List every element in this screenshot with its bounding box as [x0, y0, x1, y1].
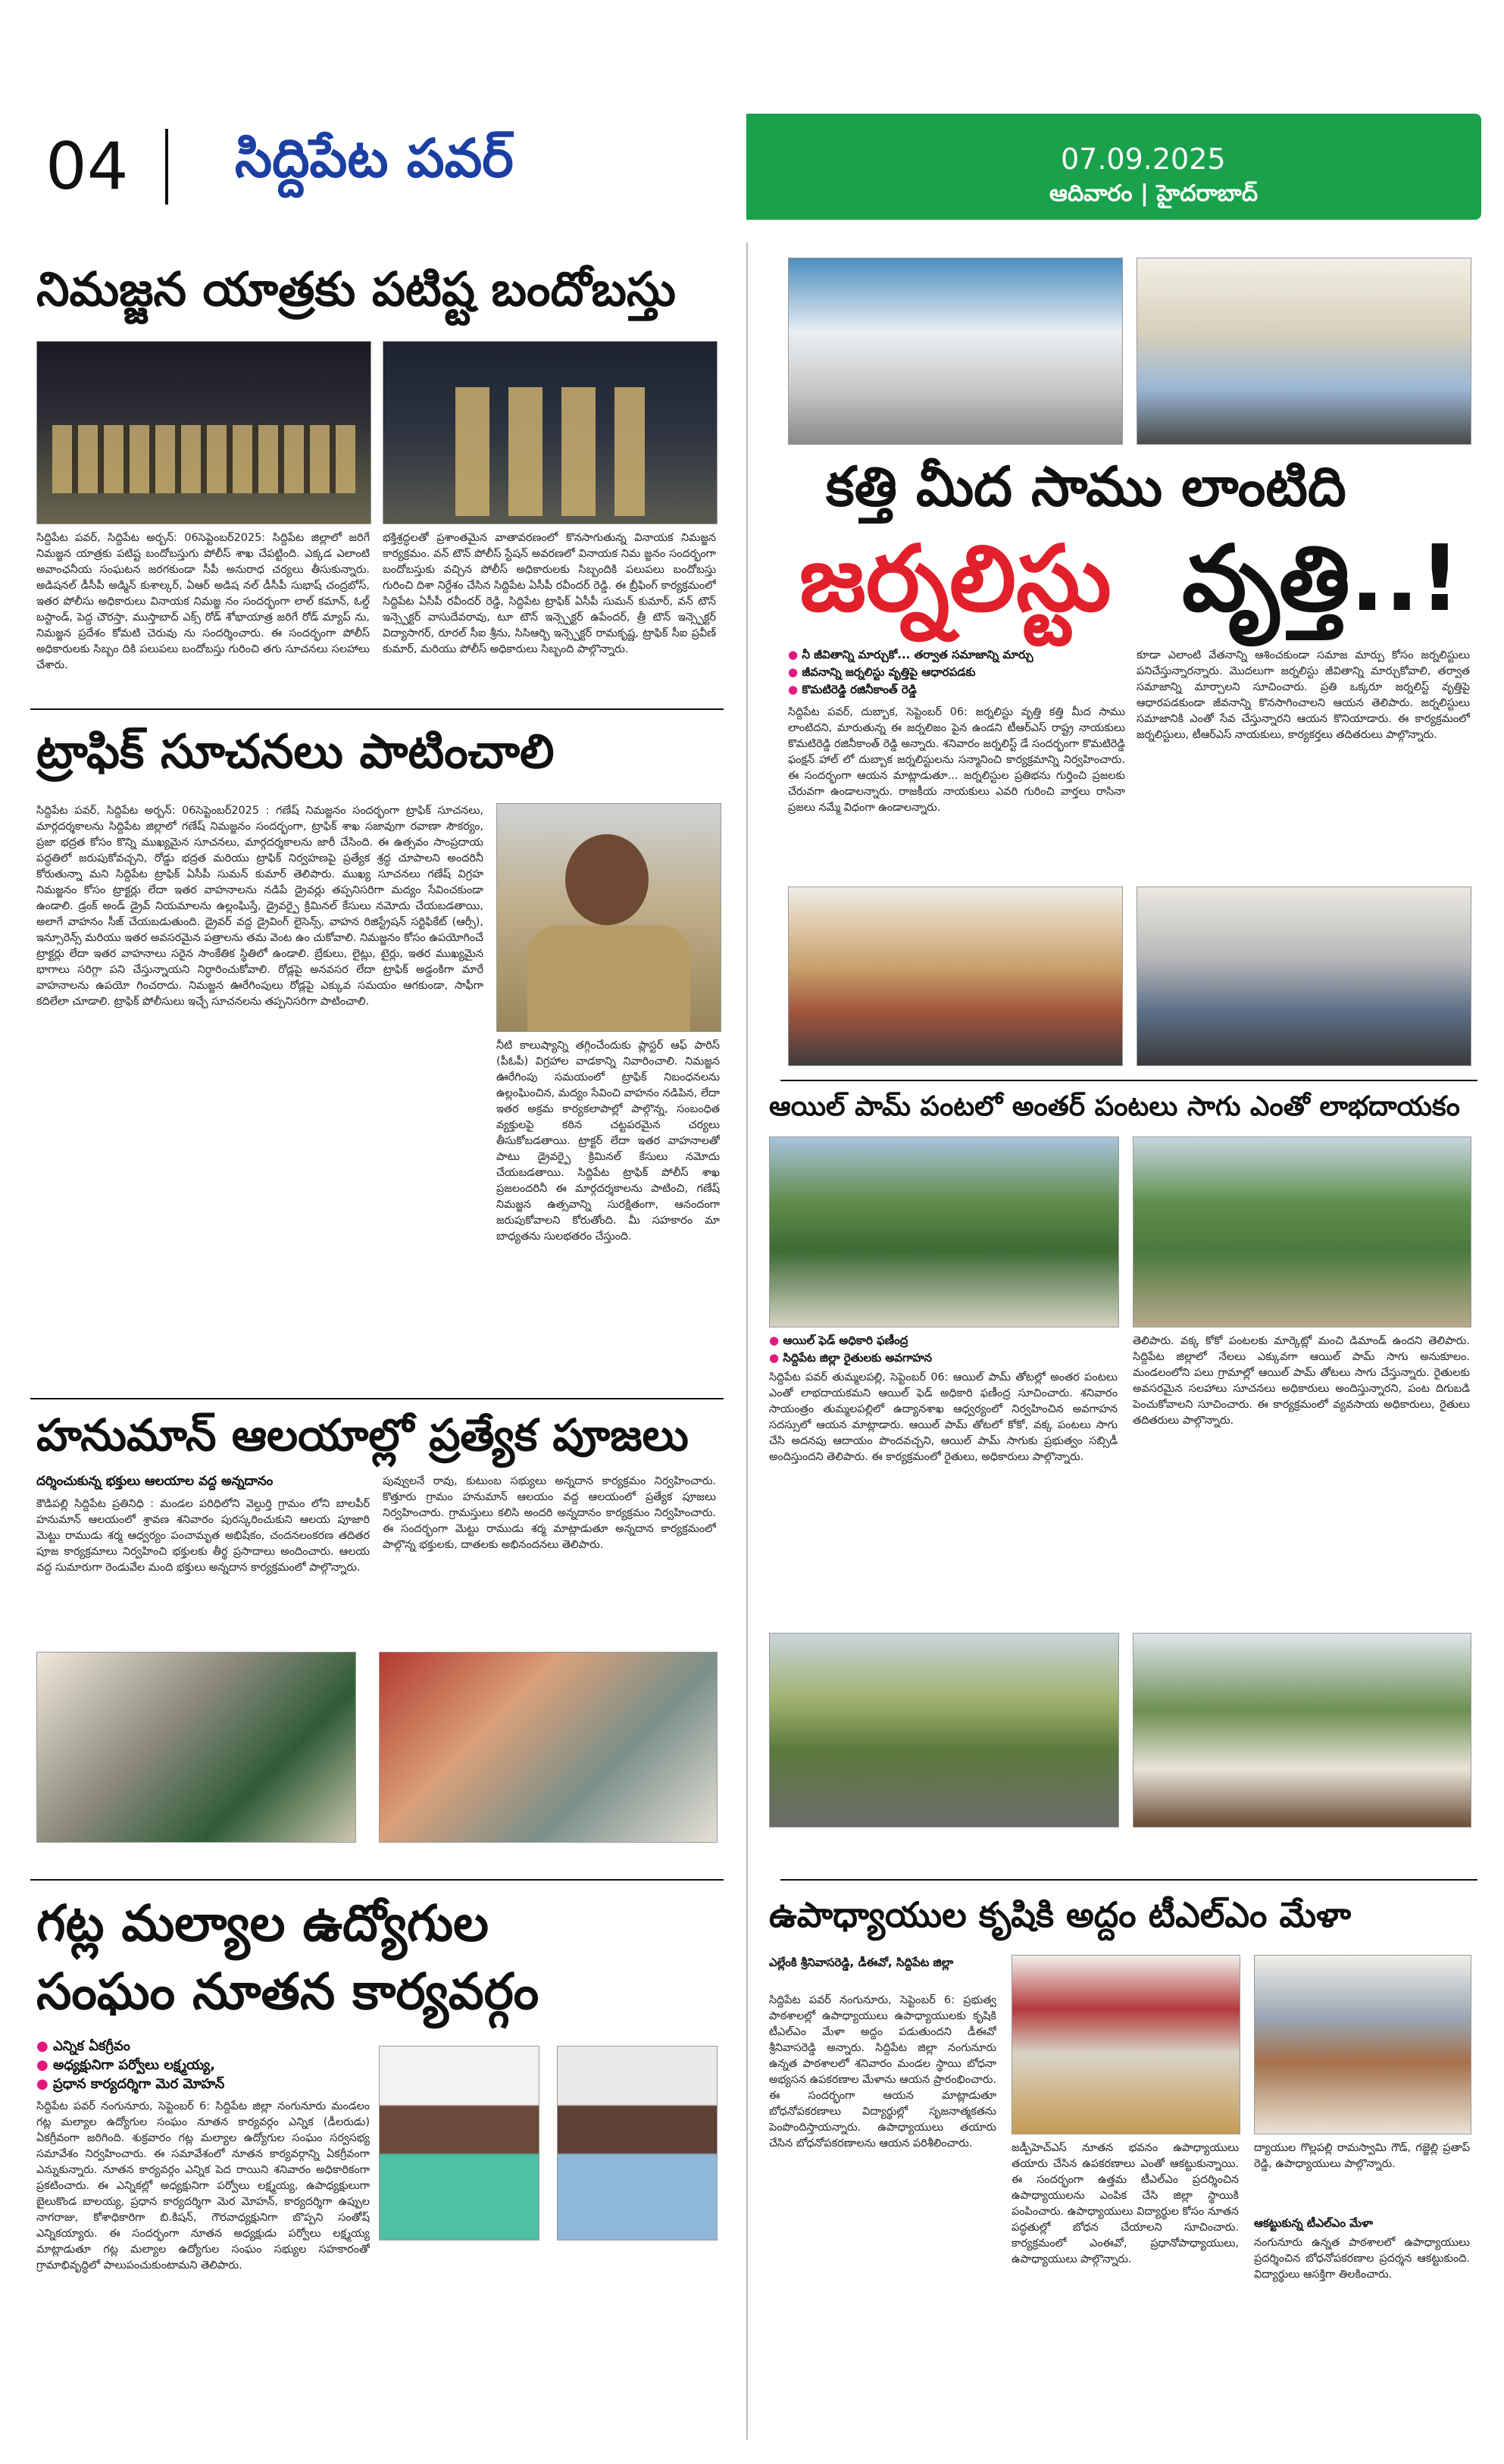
article3-photo-annadanam: [36, 1652, 356, 1843]
article6-photo-farmers: [769, 1137, 1119, 1327]
article3-kicker: దర్శించుకున్న భక్తులు ఆలయాల వద్ద అన్నదానం: [36, 1474, 274, 1489]
article4-bullet: ● అధ్యక్షునిగా పర్వోలు లక్ష్మయ్య,: [36, 2057, 215, 2076]
issue-day-city: ఆదివారం | హైదరాబాద్: [1049, 180, 1259, 207]
article4-headline-line1: గట్ల మల్యాల ఉద్యోగుల: [36, 1894, 489, 1953]
article3-body-left: కౌడిపల్లి సిద్దిపేట ప్రతినిధి : మండల పరిధిలోని వెల్దుర్తి గ్రామం లోని బాలపీర్ హనుమాన్ ఆలయంలో శ్రావణ శనివారం పురస్కరించుకుని ఆలయ పూజారి మెట్టు రాముడు శర్మ ఆధ్వర్యం పంచామృత అభిషేకం, చందనలంకరణ తదితర పూజ కార్యక్రమాలు నిర్వహించి భక్తులకు తీర్థ ప్రసాదాలు అందించారు. ఆలయ వద్ద సుమారుగా రెండువేల మంది భక్తులు అన్నదాన కార్యక్రమంలో పాల్గొన్నారు.: [36, 1498, 370, 1574]
article5-headline-red: జర్నలిస్టు: [799, 527, 1112, 632]
article1-photo-officers-street: [383, 341, 718, 524]
article1-photo-police-briefing: [36, 341, 371, 524]
article7-headline: ఉపాధ్యాయుల కృషికి అద్దం టీఎల్ఎం మేళా: [769, 1894, 1352, 1935]
article1-headline: నిమజ్జన యాత్రకు పటిష్ట బందోబస్తు: [36, 261, 676, 317]
article3-photo-devotees: [379, 1652, 718, 1843]
article5-photo-felicitation: [1137, 258, 1471, 445]
article3-headline: హనుమాన్ ఆలయాల్లో ప్రత్యేక పూజలు: [36, 1409, 689, 1461]
article4-headline-line2: సంఘం నూతన కార్యవర్గం: [36, 1962, 539, 2021]
column-divider: [746, 242, 748, 2440]
article4-bullet: ● ప్రధాన కార్యదర్శిగా మెర మోహన్: [36, 2076, 224, 2095]
article2-body-right: నీటి కాలుష్యాన్ని తగ్గించేందుకు ప్లాస్టర్ ఆఫ్ పారిస్ (పీఓపీ) విగ్రహాల వాడకాన్ని నివారించాలి. నిమజ్జన ఊరేగింపు సమయంలో ట్రాఫిక్ నిబంధనలను ఉల్లంఘించిన, మద్యం సేవించి వాహనం నడిపిన, లేదా ఇతర అక్రమ కార్యకలాపాల్లో పాల్గొన్న, సంబంధిత వ్యక్తులపై కఠిన చట్టపరమైన చర్యలు తీసుకోబడతాయి. ట్రాక్టర్ లేదా ఇతర వాహనాలతో పాటు డ్రైవర్పై క్రిమినల్ కేసులు నమోదు చేయబడతాయి. సిద్దిపేట ట్రాఫిక్ పోలీస్ శాఖ ప్రజలందరినీ ఈ మార్గదర్శకాలను పాటించి, గణేష్ నిమజ్జన ఉత్సవాన్ని సురక్షితంగా, ఆనందంగా జరుపుకోవాలని కోరుతోంది. మీ సహకారం మా బాధ్యతను సులభతరం చేస్తుంది.: [496, 1040, 720, 1243]
article7-photo-stage: [1012, 1955, 1240, 2134]
article2-headline: ట్రాఫిక్ సూచనలు పాటించాలి: [36, 724, 555, 779]
article6-body-right: తెలిపారు. వక్క కోకో పంటలకు మార్కెట్లో మంచి డిమాండ్ ఉందని తెలిపారు. సిద్దిపేట జిల్లాలో నేలలు ఎక్కువగా ఆయిల్ పామ్ సాగు అనుకూలం. మండలంలోని పలు గ్రామాల్లో ఆయిల్ పామ్ తోటలు సాగు చేస్తున్నారు. రైతులకు అవసరమైన సలహాలు సూచనలు అధికారులు అందిస్తున్నారని, పంట దిగుబడి పెంచుకోవాలని సూచించారు. ఈ కార్యక్రమంలో వ్యవసాయ అధికారులు, రైతులు తదితరులు పాల్గొన్నారు.: [1133, 1335, 1470, 1427]
section-rule: [780, 1879, 1477, 1881]
article3-body-right: పువ్వులనే రావు, కుటుంబ సభ్యులు అన్నదాన కార్యక్రమం నిర్వహించారు. కొత్తూరు గ్రామం హనుమాన్ ఆలయం వద్ద ఆలయంలో ప్రత్యేక పూజలు నిర్వహించారు. గ్రామస్తులు కలిసి అందరి అన్నదానం కార్యక్రమం నిర్వహించారు. ఈ సందర్భంగా మెట్టు రాముడు శర్మ మాట్లాడుతూ అన్నదాన కార్యక్రమంలో పాల్గొన్న భక్తులకు, దాతలకు అభినందనలు తెలిపారు.: [383, 1475, 716, 1551]
article6-headline: ఆయిల్ పామ్ పంటలో అంతర్ పంటలు సాగు ఎంతో లాభదాయకం: [769, 1091, 1460, 1122]
article7-byline: ఎల్లేంకి శ్రీనివాసరెడ్డి, డీఈవో, సిద్దిపేట జిల్లా: [769, 1956, 954, 1969]
article2-photo-acp: [496, 803, 721, 1032]
article4-photo-president: [379, 2046, 539, 2240]
article5-bullet: ● నీ జీవితాన్ని మార్చుకో... తర్వాత సమాజాన్ని మార్చు: [788, 648, 1033, 664]
article6-photo-harvest: [1133, 1633, 1471, 1828]
section-rule: [30, 708, 724, 710]
article5-photo-honour: [788, 886, 1123, 1066]
paper-name: సిద్దిపేట పవర్: [235, 127, 514, 189]
article5-headline-line1: కత్తి మీద సాము లాంటిది: [826, 455, 1346, 518]
article6-photo-plantation: [1133, 1137, 1471, 1327]
article7-body-right: ద్యాయుల గొల్లపల్లి రామస్వామి గౌడ్, గజ్జెల్లి ప్రతాప్ రెడ్డి, ఉపాధ్యాయులు పాల్గొన్నారు.: [1254, 2142, 1470, 2170]
article4-body-continued: [379, 2247, 716, 2417]
article5-bullet: ● జీవనాన్ని జర్నలిస్టు వృత్తిపై ఆధారపడకు: [788, 665, 975, 682]
issue-date: 07.09.2025: [1061, 142, 1226, 176]
article6-photo-lorry: [769, 1633, 1119, 1828]
article4-bullet: ● ఎన్నిక ఏకగ్రీవం: [36, 2038, 130, 2057]
article1-body-left: సిద్దిపేట పవర్, సిద్దిపేట అర్బన్: 06సెప్టెంబర్2025: సిద్దిపేట జిల్లాలో జరిగే నిమజ్జన యాత్రకు పటిష్ట బందోబస్తుగు పోలీస్ శాఖ చేపట్టింది. ఎక్కడ ఎలాంటి అవాంఛనీయ సంఘటన జరగకుండా సీపీ అనురాధ చర్యలు తీసుకున్నారు. అడిషనల్ డీసీపీ అడ్మిన్ కుశాల్కర్, ఏఆర్ అడిష నల్ డీసీపీ సుభాష్ చంద్రబోస్, ఇతర పోలీసు అధికారులు వినాయక నిమజ్జ నం సందర్భంగా లాల్ కమాన్, ఓల్డ్ బస్టాండ్, పెద్ద చౌరస్తా, ముస్తాబాద్ ఎక్స్ రోడ్ శోభాయాత్ర జరిగే రోడ్ మ్యాప్ ను, నిమజ్జన ప్రదేశం కోమటి చెరువు ను సందర్శించారు. ఈ సందర్భంగా పోలీస్ అధికారులకు సిబ్బం దికి పలుపలు బందోబస్తు గురించి తగు సూచనలు సలహాలు చేశారు.: [36, 532, 370, 671]
article6-bullet: ● ఆయిల్ ఫెడ్ అధికారి ఫణీంద్ర: [769, 1334, 908, 1350]
section-rule: [30, 1879, 724, 1881]
article2-body-left: సిద్దిపేట పవర్, సిద్దిపేట అర్బన్: 06సెప్టెంబర్2025 : గణేష్ నిమజ్జనం సందర్భంగా ట్రాఫిక్ సూచనలు, మార్గదర్శకాలను సిద్దిపేట జిల్లాలో గణేష్ నిమజ్జనం సందర్భంగా, ట్రాఫిక్ శాఖ సజావుగా రవాణా సౌకర్యం, ప్రజా భద్రత కోసం కొన్ని ముఖ్యమైన సూచనలు, మార్గదర్శకాలను జారీ చేసింది. ఈ ఉత్సవం సాంప్రదాయ పద్ధతిలో జరుపుకోవచ్చని, రోడ్డు భద్రత మరియు ట్రాఫిక్ నిర్వహణపై ప్రత్యేక శ్రద్ధ చూపాలని అందరినీ కోరుతున్నా మని సిద్దిపేట ట్రాఫిక్ ఏసీపీ సుమన్ కుమార్ తెలిపారు. ముఖ్య సూచనలు గణేష్ విగ్రహ నిమజ్జనం కోసం ట్రాక్టర్లు లేదా ఇతర వాహనాలను నడిపే డ్రైవర్లు తప్పనిసరిగా మద్యం సేవించకుండా ఉండాలి. డ్రంక్ అండ్ డ్రైవ్ నియమాలను ఉల్లంఘిస్తే, డ్రైవర్పై క్రిమినల్ కేసులు నమోదు చేయబడతాయి, అలాగే వాహనం సీజ్ చేయబడుతుంది. డ్రైవర్ వద్ద డ్రైవింగ్ లైసెన్స్, వాహన రిజిస్ట్రేషన్ సర్టిఫికేట్ (ఆర్సీ), ఇన్సూరెన్స్ మరియు ఇతర అవసరమైన పత్రాలను తమ వెంట ఉం చుకోవాలి. నిమజ్జనం కోసం ఉపయోగించే ట్రాక్టర్లు లేదా ఇతర వాహనాలు సరైన సాంకేతిక స్థితిలో ఉండాలి. బ్రేకులు, లైట్లు, టైర్లు, ఇతర ముఖ్యమైన భాగాలు సరిగ్గా పని చేస్తున్నాయని నిర్ధారించుకోవాలి. రోడ్లపై అనవసర లేదా ట్రాఫిక్ అడ్డంకిగా మారే వాహనాలను ఉపయో గించరాదు. నిమజ్జన ఊరేగింపులు రోడ్లపై ఎక్కువ సమయం ఆగకుండా, సాఫీగా కదిలేలా చూడాలి. ట్రాఫిక్ పోలీసులు ఇచ్చే సూచనలను తప్పనిసరిగా పాటించాలి.: [36, 805, 483, 1008]
section-rule: [780, 1080, 1477, 1081]
section-rule: [30, 1398, 724, 1399]
page-number: 04: [45, 129, 129, 205]
article1-body-right: భక్తిశ్రద్ధలతో ప్రశాంతమైన వాతావరణంలో కొనసాగుతున్న వినాయక నిమజ్జన కార్యక్రమం. వన్ టౌన్ పోలీస్ స్టేషన్ అవరణలో వినాయక నిమ జ్జనం సందర్భంగా బందోబస్తుకు వచ్చిన పోలీస్ అధికారులకు సిబ్బందికి పలుపలు బందోబస్తు గురించి దిశా నిర్దేశం చేసిన సిద్దిపేట ఏసీపీ రవీందర్ రెడ్డి. ఈ బ్రీఫింగ్ కార్యక్రమంలో సిద్దిపేట ఏసీపీ రవీందర్ రెడ్డి, సిద్దిపేట ట్రాఫిక్ ఏసీపీ సుమన్ కుమార్, వన్ టౌన్ ఇన్స్పెక్టర్ వాసుదేవరావు, టూ టౌన్ ఇన్స్పెక్టర్ ఉపేందర్, త్రీ టౌన్ ఇన్స్పెక్టర్ విద్యాసాగర్, రూరల్ సీఐ శ్రీను, సిసిఆర్బి ఇన్స్పెక్టర్ రామకృష్ణ, ట్రాఫిక్ సీఐ ప్రవీణ్ కుమార్, మరియు పోలీస్ అధికారులు సిబ్బంది పాల్గొన్నారు.: [383, 532, 716, 655]
article5-photo-gift: [1137, 886, 1471, 1066]
article7-body-mid: జడ్పీహెచ్ఎస్ నూతన భవనం ఉపాధ్యాయులు తయారు చేసిన ఉపకరణాలు ఎంతో ఆకట్టుకున్నాయి. ఈ సందర్భంగా ఉత్తమ టీఎల్ఎం ప్రదర్శించిన ఉపాధ్యాయులను ఎంపిక చేసి జిల్లా స్థాయికి పంపించారు. ఉపాధ్యాయులు విద్యార్థుల కోసం నూతన పద్ధతుల్లో బోధన చేయాలని సూచించారు. కార్యక్రమంలో ఎంఈవో, ప్రధానోపాధ్యాయులు, ఉపాధ్యాయులు పాల్గొన్నారు.: [1012, 2142, 1239, 2265]
article7-body-right2: నంగునూరు ఉన్నత పాఠశాలలో ఉపాధ్యాయులు ప్రదర్శించిన బోధనోపకరణాల ప్రదర్శన ఆకట్టుకుంది. విద్యార్థులు ఆసక్తిగా తిలకించారు.: [1254, 2237, 1470, 2281]
article5-bullet: ● కొమటిరెడ్డి రజినీకాంత్ రెడ్డి: [788, 683, 917, 699]
article7-caption: ఆకట్టుకున్న టీఎల్ఎం మేళా: [1254, 2216, 1374, 2230]
article5-photo-stage: [788, 258, 1123, 445]
article5-body-left: సిద్దిపేట పవర్, దుబ్బాక, సెప్టెంబర్ 06: జర్నలిస్టు వృత్తి కత్తి మీద సాము లాంటిదని, మారుతున్న ఈ జర్నలిజం పైన ఉండని టీఆర్ఎస్ రాష్ట్ర నాయకులు కొమటిరెడ్డి రజినీకాంత్ రెడ్డి అన్నారు. శనివారం జర్నలిస్ట్ డే సందర్భంగా కొమటిరెడ్డి ఫంక్షన్ హాల్ లో దుబ్బాక జర్నలిస్టులను సన్మానించి కార్యక్రమాన్ని నిర్వహించారు. ఈ సందర్భంగా ఆయన మాట్లాడుతూ... జర్నలిస్టుల ప్రతిభను గుర్తించి ప్రజలకు చేరువగా ఉండాలన్నారు. రాజకీయ నాయకులు ఎవరి గురించి వార్తలు రాసినా ప్రజలు నమ్మే విధంగా ఉండాలన్నారు.: [788, 706, 1125, 814]
article4-photo-secretary: [557, 2046, 718, 2240]
article6-bullet: ● సిద్దిపేట జిల్లా రైతులకు అవగాహన: [769, 1351, 932, 1368]
header-divider: [165, 129, 168, 205]
article5-body-right: కూడా ఎలాంటి వేతనాన్ని ఆశించకుండా సమాజ మార్పు కోసం జర్నలిస్టులు పనిచేస్తున్నారన్నారు. మొదలుగా జర్నలిస్టు జీవితాన్ని మార్చుకోవాలి, తర్వాత సమాజాన్ని మార్చాలని సూచించారు. ప్రతి ఒక్కరూ జర్నలిస్ట్ వృత్తిపై ఆధారపడకుండా జీవనాన్ని కొనసాగించాలని ఆయన తెలిపారు. జర్నలిస్టులు సమాజానికి ఎంతో సేవ చేస్తున్నారని ఆయన కొనియాడారు. ఈ కార్యక్రమంలో జర్నలిస్టులు, టీఆర్ఎస్ నాయకులు, కార్యకర్తలు తదితరులు పాల్గొన్నారు.: [1137, 649, 1470, 741]
article7-photo-exhibits: [1254, 1955, 1471, 2134]
article5-headline-black: వృత్తి..!: [1182, 527, 1461, 632]
article7-body-left: సిద్దిపేట పవర్ నంగునూరు, సెప్టెంబర్ 6: ప్రభుత్వ పాఠశాలల్లో ఉపాధ్యాయులు ఉపాధ్యాయులకు కృషికి టీఎల్ఎం మేళా అద్దం పడుతుందని డీఈవో శ్రీనివాసరెడ్డి అన్నారు. సిద్దిపేట జిల్లా నంగునూరు ఉన్నత పాఠశాలలో శనివారం మండల స్థాయి బోధనా అభ్యసన ఉపకరణాల మేళాను ఆయన ప్రారంభించారు. ఈ సందర్భంగా ఆయన మాట్లాడుతూ బోధనోపకరణాలు విద్యార్థుల్లో సృజనాత్మకతను పెంపొందిస్తాయన్నారు. ఉపాధ్యాయులు తయారు చేసిన బోధనోపకరణాలను ఆయన పరిశీలించారు.: [769, 1994, 996, 2150]
article6-body-left: సిద్దిపేట పవర్ తుమ్మలపల్లి, సెప్టెంబర్ 06: ఆయిల్ పామ్ తోటల్లో అంతర పంటలు ఎంతో లాభదాయకమని ఆయిల్ ఫెడ్ అధికారి ఫణీంద్ర సూచించారు. శనివారం సాయంత్రం తుమ్మలపల్లిలో ఉద్యానశాఖ ఆధ్వర్యంలో నిర్వహించిన అవగాహన సదస్సులో ఆయన మాట్లాడారు. ఆయిల్ పామ్ తోటలో కోకో, వక్క పంటలు సాగు చేసి అదనపు ఆదాయం పొందవచ్చని, ఆయిల్ పామ్ సాగుకు ప్రభుత్వం సబ్సిడీ అందిస్తుందని తెలిపారు. ఈ కార్యక్రమంలో రైతులు, అధికారులు పాల్గొన్నారు.: [769, 1371, 1118, 1463]
article4-body: సిద్దిపేట పవర్ నంగునూరు, సెప్టెంబర్ 6: సిద్దిపేట జిల్లా నంగునూరు మండలం గట్ల మల్యాల ఉద్యోగుల సంఘం నూతన కార్యవర్గం ఎన్నిక (డీలరుడు) ఏకగ్రీవంగా జరిగింది. శుక్రవారం గట్ల మల్యాల ఉద్యోగుల సంఘం సర్వసభ్య సమావేశం నిర్వహించారు. ఈ సమావేశంలో నూతన కార్యవర్గాన్ని ఏకగ్రీవంగా ఎన్నుకున్నారు. నూతన కార్యవర్గం ఎన్నిక పెద రాయిని శనివారం అధికారికంగా ప్రకటించారు. ఈ ఎన్నికల్లో అధ్యక్షునిగా పర్వోలు లక్ష్మయ్య, ఉపాధ్యక్షులుగా బైలుకొండ బాలయ్య, ప్రధాన కార్యదర్శిగా మెర మోహన్, కార్యదర్శిగా ఉప్పుల నాగరాజు, కోశాధికారిగా బి.కిషన్, గౌరవాధ్యక్షునిగా బొప్పని సంతోష్ ఎన్నికయ్యారు. ఈ సందర్భంగా నూతన అధ్యక్షుడు పర్వోలు లక్ష్మయ్య మాట్లాడుతూ గట్ల మల్యాల ఉద్యోగుల సంఘం సభ్యుల సహకారంతో గ్రామాభివృద్ధిలో పాలుపంచుకుంటామని తెలిపారు.: [36, 2100, 370, 2272]
